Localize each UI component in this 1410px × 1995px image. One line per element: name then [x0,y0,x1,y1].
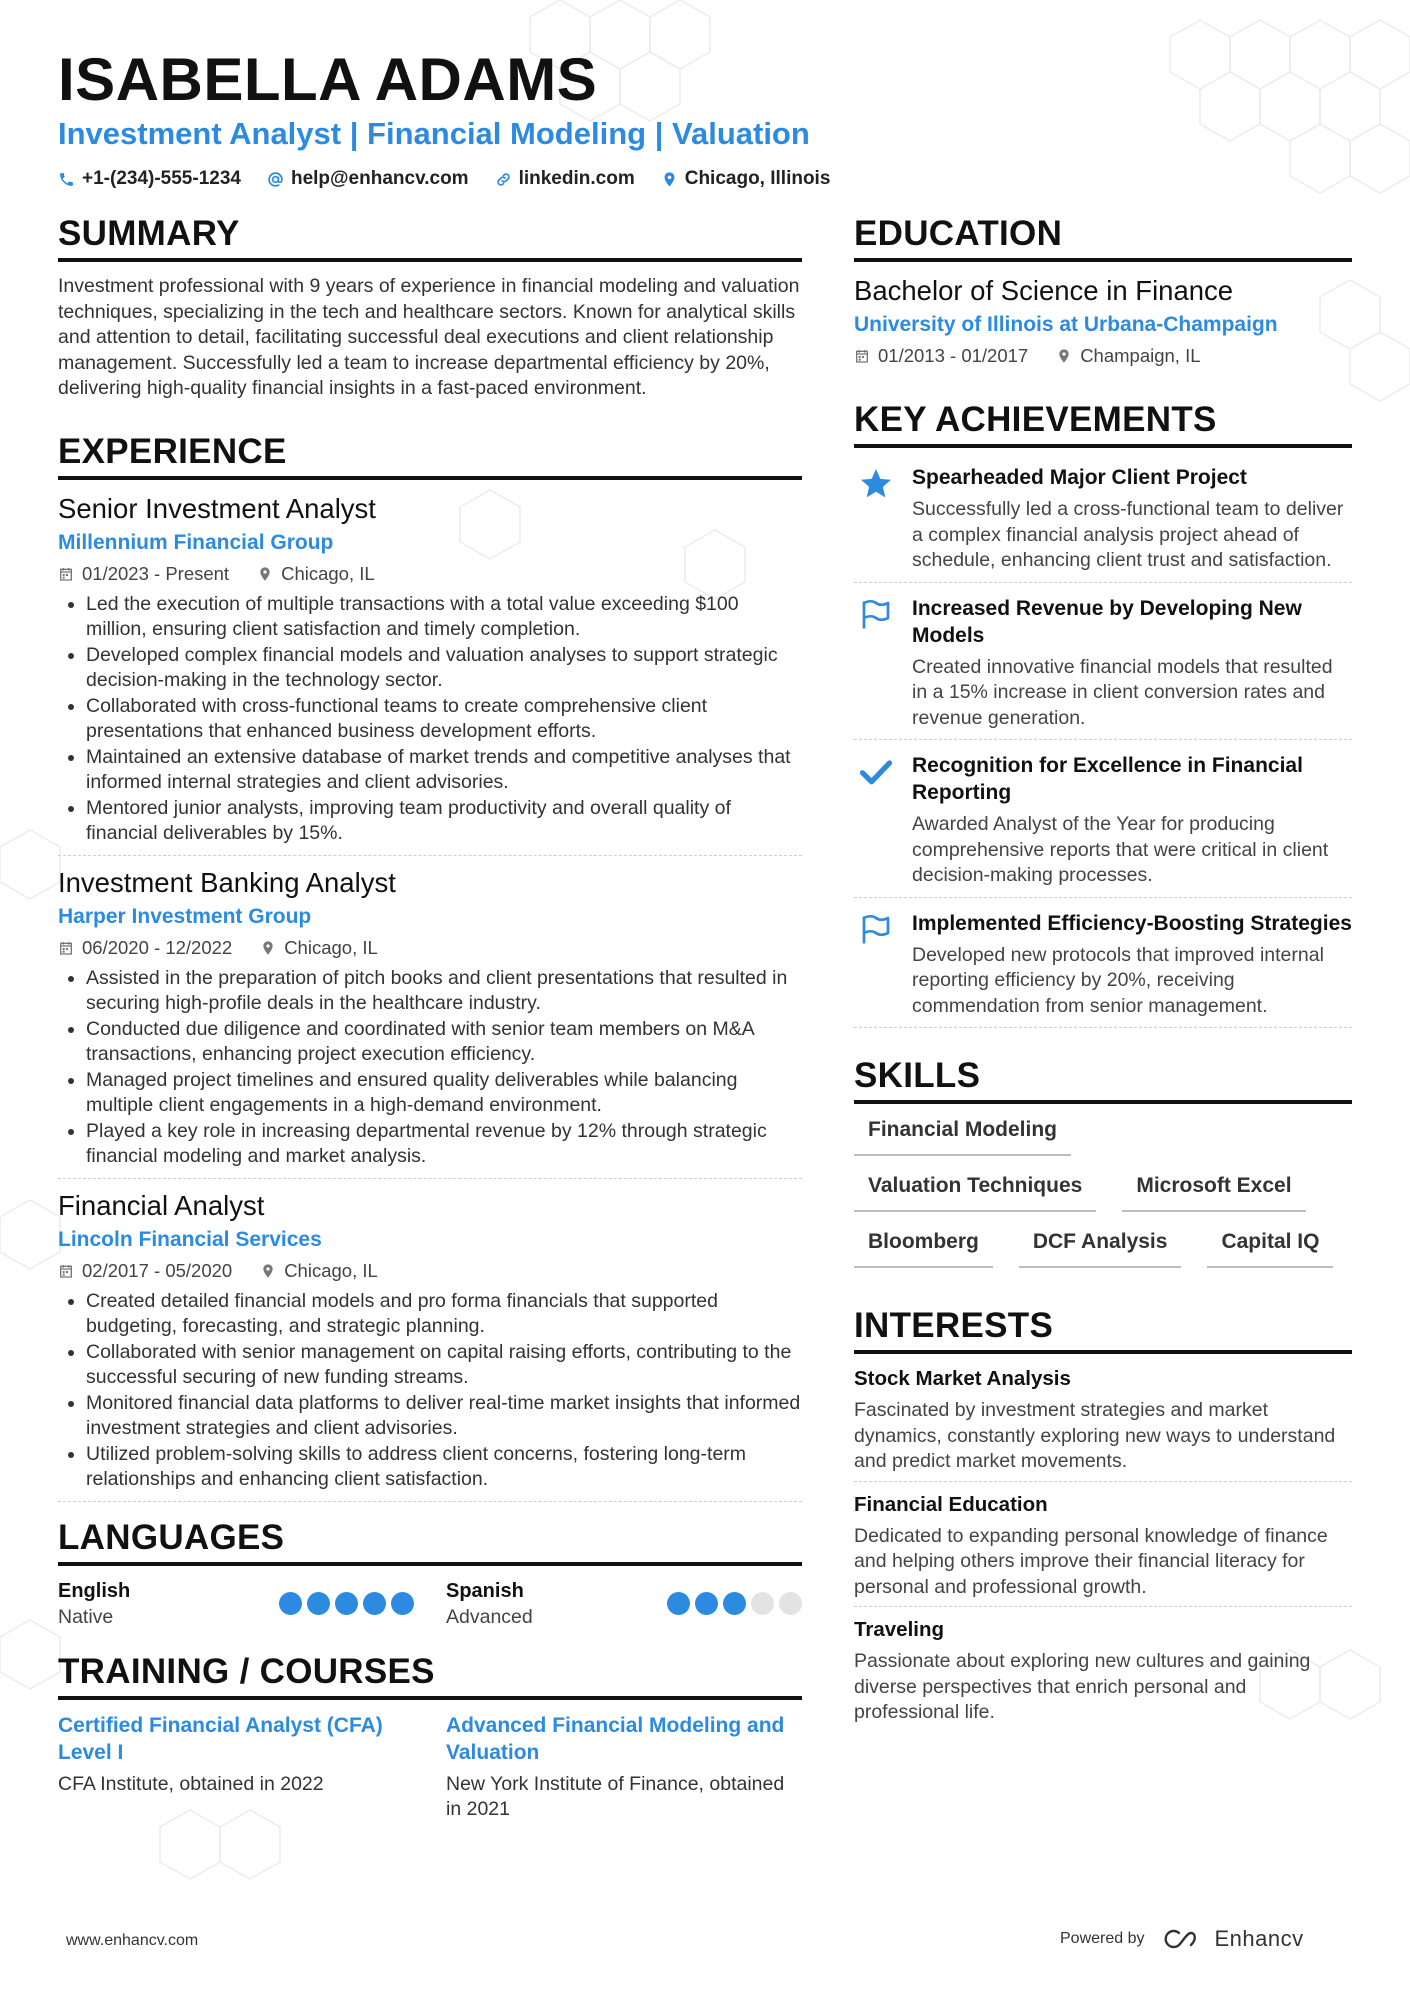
interest-desc: Passionate about exploring new cultures and gaining diverse perspectives that enrich personal and professional life. [854,1650,1311,1723]
achievement-title: Implemented Efficiency-Boosting Strategies [912,911,1352,935]
star-icon [858,466,894,502]
education-dates: 01/2013 - 01/2017 [878,345,1029,366]
job-meta [58,936,802,960]
interest-desc: Dedicated to expanding personal knowledge of finance and helping others improve their financial literacy for personal and professional growth. [854,1524,1328,1598]
rating-dot [751,1592,774,1615]
check-icon [858,754,894,790]
education-heading: EDUCATION [854,212,1352,262]
experience-heading: EXPERIENCE [58,430,802,480]
achievement-item [854,906,1352,1029]
training-heading: TRAINING / COURSES [58,1650,802,1700]
job-location: Chicago, IL [281,562,375,584]
achievement-desc: Developed new protocols that improved internal reporting efficiency by 20%, receiving commendation from senior management. [912,943,1324,1017]
job-entry [58,1189,802,1502]
language-item [446,1578,802,1630]
course-provider: CFA Institute, obtained in 2022 [58,1772,324,1795]
job-title: Financial Analyst [58,1189,265,1221]
skill-tag: Bloomberg [854,1228,993,1268]
achievement-item [854,748,1352,898]
headline [58,114,810,154]
job-title: Investment Banking Analyst [58,866,396,898]
skill-tag: Valuation Techniques [854,1172,1096,1212]
right-column [854,212,1352,1742]
powered-by-text: Powered by [1060,1930,1145,1947]
enhancv-logo-icon [1163,1927,1207,1951]
language-rating [279,1592,414,1615]
language-item [58,1578,414,1630]
job-location: Chicago, IL [284,936,378,958]
course-item [58,1712,414,1823]
phone-text: +1-(234)-555-1234 [82,168,241,189]
courses-list [58,1712,802,1823]
language-name: Spanish [446,1579,524,1602]
company-name: Lincoln Financial Services [58,1227,322,1251]
headline-separator: | [654,116,664,151]
rating-dot [695,1592,718,1615]
job-bullet: • Mentored junior analysts, improving team productivity and overall quality of financial deliverables by 15%. [86,796,802,847]
contact-bar [58,168,830,190]
job-dates: 01/2023 - Present [82,562,230,584]
job-bullet: • Monitored financial data platforms to deliver real-time market insights that informed investment strategies and client advisories. [86,1391,802,1442]
education-location: Champaign, IL [1080,345,1201,366]
contact-phone[interactable] [58,168,241,190]
job-dates: 06/2020 - 12/2022 [82,936,233,958]
location-pin-icon [257,566,273,582]
job-bullet: • Created detailed financial models and pro forma financials that supported budgeting, forecasting, and strategic planning. [86,1289,802,1340]
interest-item [854,1492,1352,1608]
achievement-title: Spearheaded Major Client Project [912,466,1247,489]
achievements-heading: KEY ACHIEVEMENTS [854,398,1352,448]
contact-email[interactable] [267,168,469,190]
language-rating [667,1592,802,1615]
calendar-icon [58,940,74,956]
location-pin-icon [1056,348,1072,364]
headline-separator: | [349,116,359,151]
achievement-title: Recognition for Excellence in Financial Reporting [912,754,1303,804]
rating-dot [307,1592,330,1615]
language-level: Native [58,1605,114,1628]
headline-part: Financial Modeling [367,116,647,151]
calendar-icon [854,348,870,364]
contact-linkedin[interactable] [495,168,635,190]
skills-heading: SKILLS [854,1054,1352,1104]
skill-tag: Capital IQ [1207,1228,1333,1268]
location-text: Chicago, Illinois [684,168,831,189]
brand-logo[interactable] [1163,1926,1304,1952]
at-icon [267,171,284,188]
contact-location [661,168,831,190]
job-bullets [58,1289,802,1493]
calendar-icon [58,1263,74,1279]
location-pin-icon [260,1263,276,1279]
headline-part: Valuation [672,116,810,151]
course-item [446,1712,802,1823]
skill-tag: Microsoft Excel [1122,1172,1305,1212]
achievement-title: Increased Revenue by Developing New Models [912,596,1302,647]
company-name: Millennium Financial Group [58,530,334,554]
rating-dot [363,1592,386,1615]
interest-item [854,1617,1352,1732]
job-bullet: • Led the execution of multiple transactions with a total value exceeding $100 million, ensuring client satisfaction and timely completion. [86,592,802,643]
left-column [58,212,802,1823]
course-provider: New York Institute of Finance, obtained in 2021 [446,1772,785,1820]
interest-title: Financial Education [854,1492,1048,1516]
job-location: Chicago, IL [284,1259,378,1281]
achievement-item [854,591,1352,741]
location-pin-icon [260,940,276,956]
summary-text: Investment professional with 9 years of experience in financial modeling and valuation techniques, specializing in the tech and healthcare sectors. Known for analytical skills and attention to detail, facilitating successful deal executions and client relationship management. Successfully led a team to increase departmental efficiency by 20%, delivering high-quality financial insights in a fast-paced environment. [58,275,800,399]
candidate-name: ISABELLA ADAMS [58,46,598,113]
interest-title: Traveling [854,1618,945,1641]
job-bullet: • Developed complex financial models and valuation analyses to support strategic decision-making in the technology sector. [86,643,802,694]
flag-icon [858,597,894,633]
footer-website[interactable]: www.enhancv.com [66,1932,199,1949]
headline-part: Investment Analyst [58,116,342,151]
job-title: Senior Investment Analyst [58,492,376,524]
calendar-icon [58,566,74,582]
flag-icon [858,912,894,948]
summary-heading: SUMMARY [58,212,802,262]
skill-tag: DCF Analysis [1019,1228,1182,1268]
brand-name: Enhancv [1214,1926,1304,1951]
job-bullet: • Collaborated with cross-functional teams to create comprehensive client presentations that enhanced business development efforts. [86,694,802,745]
education-meta [854,344,1352,368]
rating-dot [391,1592,414,1615]
job-meta [58,1259,802,1283]
languages-list [58,1578,802,1630]
course-title: Advanced Financial Modeling and Valuation [446,1713,785,1764]
phone-icon [58,171,75,188]
language-name: English [58,1579,131,1602]
skills-list [854,1116,1352,1268]
achievement-desc: Created innovative financial models that resulted in a 15% increase in client conversion rates and revenue generation. [912,655,1333,729]
job-bullets [58,966,802,1170]
interest-title: Stock Market Analysis [854,1367,1071,1390]
job-bullet: • Played a key role in increasing departmental revenue by 12% through strategic financial modeling and market analysis. [86,1119,802,1170]
achievement-item [854,460,1352,583]
rating-dot [723,1592,746,1615]
interest-item [854,1366,1352,1482]
job-meta [58,562,802,586]
job-bullet: • Maintained an extensive database of market trends and competitive analyses that informed internal strategies and client advisories. [86,745,802,796]
interest-desc: Fascinated by investment strategies and market dynamics, constantly exploring new ways to understand and predict market movements. [854,1399,1336,1472]
linkedin-text: linkedin.com [518,168,635,189]
job-bullets [58,592,802,847]
job-bullet: • Collaborated with senior management on capital raising efforts, contributing to the successful securing of new funding streams. [86,1340,802,1391]
skill-tag: Financial Modeling [854,1116,1071,1156]
email-text: help@enhancv.com [290,168,469,189]
link-icon [495,171,512,188]
location-pin-icon [661,171,678,188]
job-dates: 02/2017 - 05/2020 [82,1259,233,1281]
rating-dot [335,1592,358,1615]
company-name: Harper Investment Group [58,904,312,928]
course-title: Certified Financial Analyst (CFA) Level I [58,1713,383,1764]
degree: Bachelor of Science in Finance [854,275,1234,306]
achievement-desc: Awarded Analyst of the Year for producing comprehensive reports that were critical in client decision-making processes. [912,813,1329,886]
job-bullet: • Utilized problem-solving skills to address client concerns, fostering long-term relationships and enhancing client satisfaction. [86,1442,802,1493]
job-bullet: • Managed project timelines and ensured quality deliverables while balancing multiple client engagements in a high-demand environment. [86,1068,802,1119]
rating-dot [779,1592,802,1615]
language-level: Advanced [446,1605,533,1628]
job-entry [58,866,802,1179]
interests-heading: INTERESTS [854,1304,1352,1354]
rating-dot [667,1592,690,1615]
job-bullet: • Assisted in the preparation of pitch books and client presentations that resulted in securing high-profile deals in the healthcare industry. [86,966,802,1017]
job-entry [58,492,802,856]
languages-heading: LANGUAGES [58,1516,802,1566]
footer-branding [1060,1926,1304,1952]
job-bullet: • Conducted due diligence and coordinated with senior team members on M&A transactions, enhancing project execution efficiency. [86,1017,802,1068]
rating-dot [279,1592,302,1615]
achievement-desc: Successfully led a cross-functional team to deliver a complex financial analysis project ahead of schedule, enhancing client trust and satisfaction. [912,498,1344,571]
school-name: University of Illinois at Urbana-Champaign [854,313,1278,336]
